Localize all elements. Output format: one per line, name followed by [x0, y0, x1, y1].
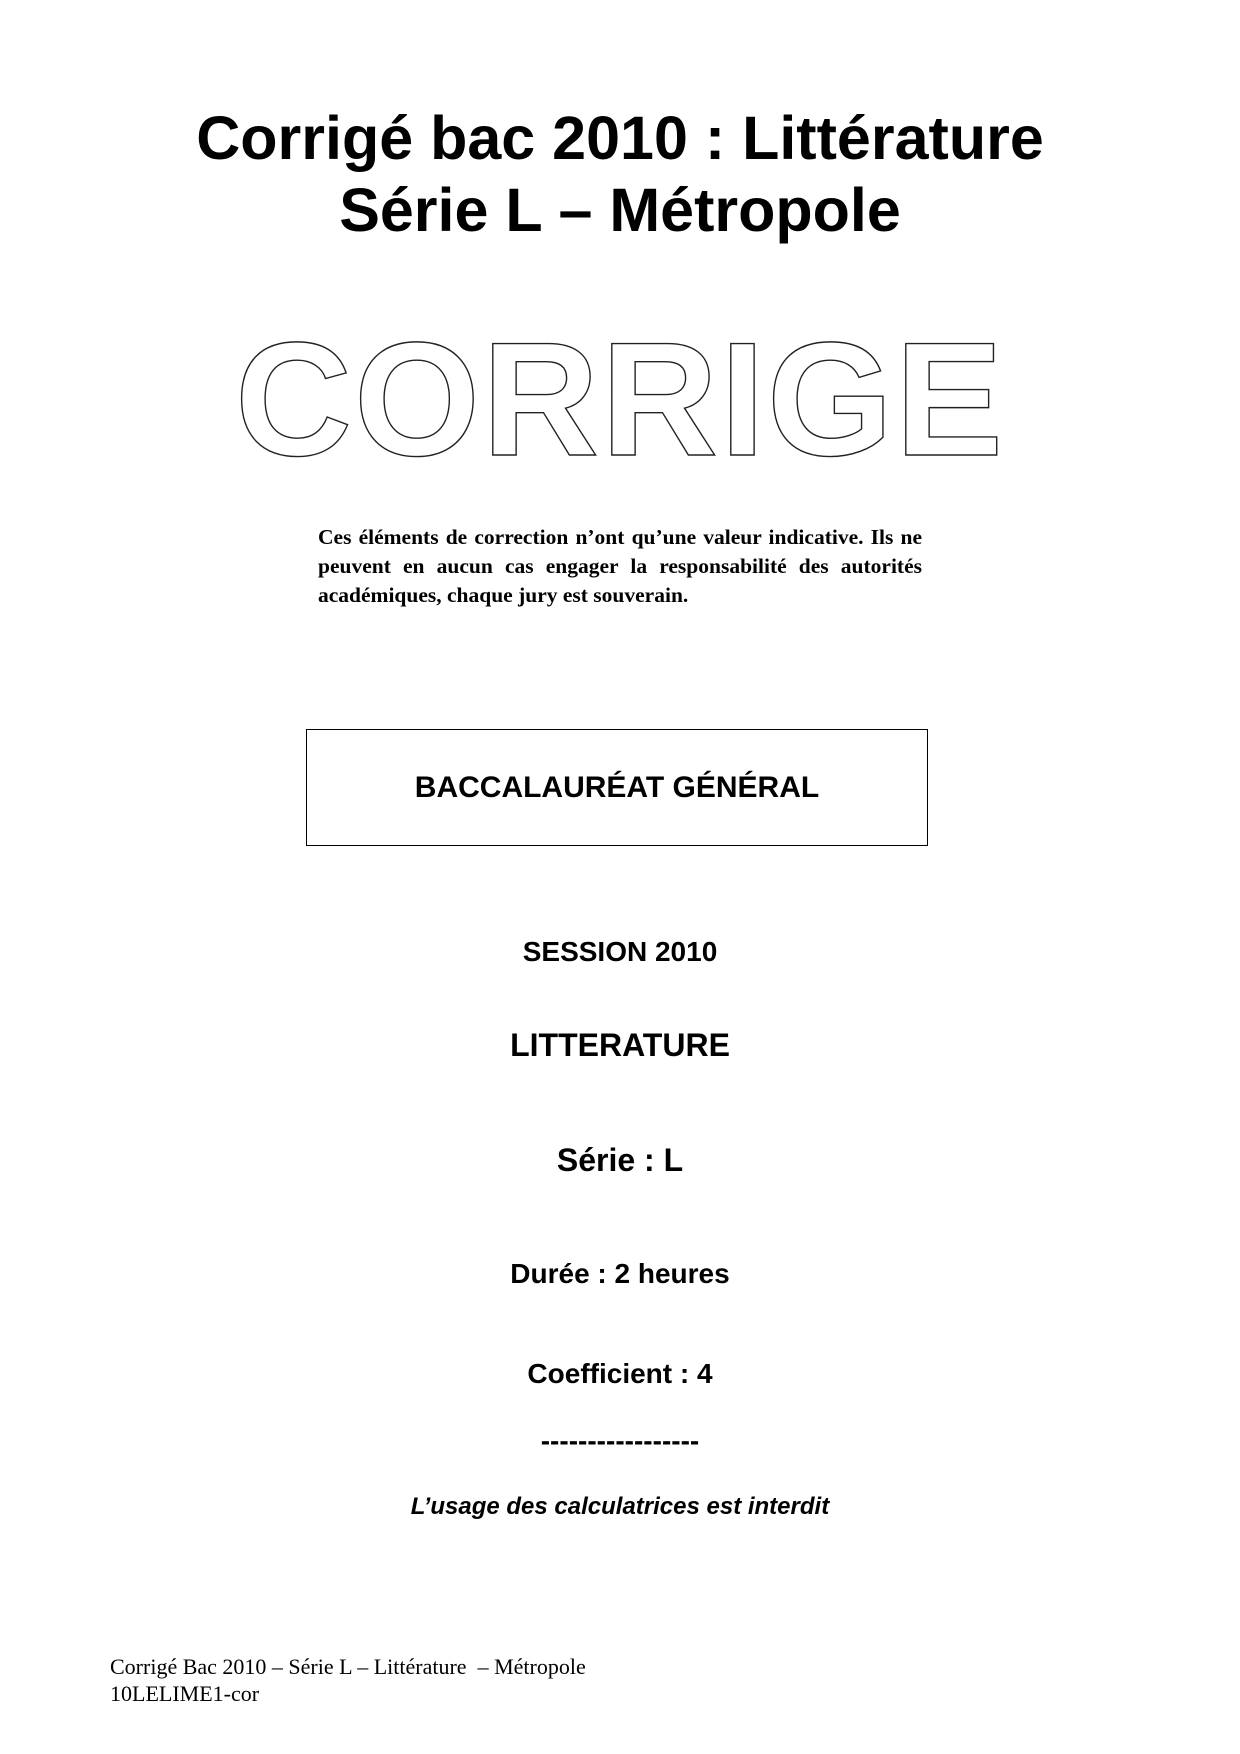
document-title-line-2: Série L – Métropole [339, 176, 901, 244]
duration-label: Durée : 2 heures [510, 1258, 730, 1289]
separator-dashes: ----------------- [540, 1425, 700, 1456]
footer-line-1: Corrigé Bac 2010 – Série L – Littérature – Métropole [110, 1654, 586, 1679]
disclaimer-paragraph: Ces éléments de correction n’ont qu’une valeur indicative. Ils ne peuvent en aucun cas engager la responsabilité des autorités académiques, chaque jury est souverain. [318, 525, 922, 607]
subject-label: LITTERATURE [510, 1027, 730, 1063]
exam-box-title: BACCALAURÉAT GÉNÉRAL [414, 770, 820, 804]
page-footer [110, 1653, 586, 1707]
coefficient-label: Coefficient : 4 [527, 1358, 713, 1389]
calculator-notice: L’usage des calculatrices est interdit [410, 1493, 830, 1520]
serie-label: Série : L [556, 1142, 684, 1178]
session-label: SESSION 2010 [522, 936, 718, 967]
corrige-outline-stamp: CORRIGE [234, 309, 1006, 490]
document-title-line-1: Corrigé bac 2010 : Littérature [196, 104, 1044, 172]
exam-title-box [306, 729, 928, 846]
footer-line-2: 10LELIME1-cor [110, 1681, 260, 1706]
